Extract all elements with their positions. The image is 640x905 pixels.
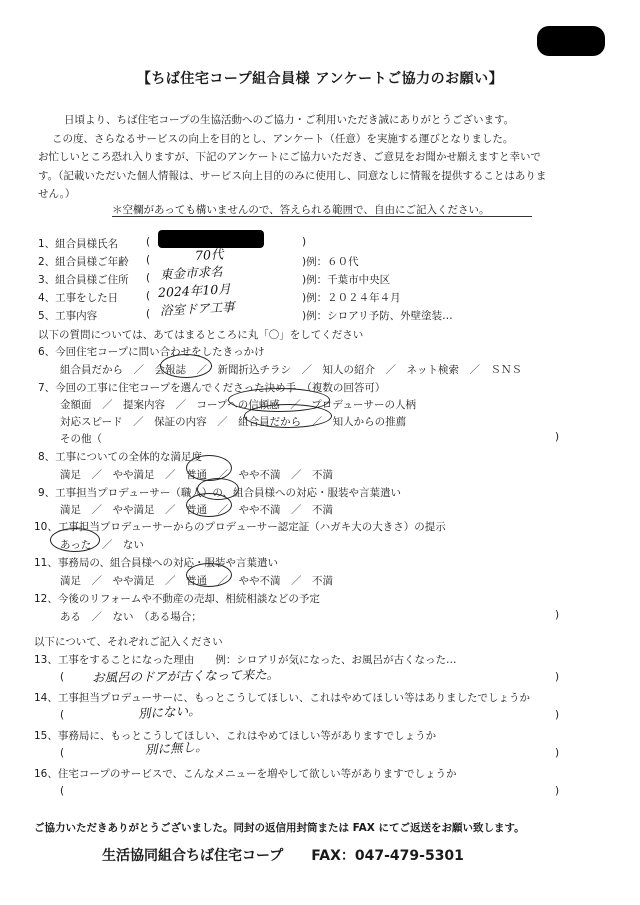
q15-close: ) bbox=[555, 747, 560, 759]
q15-answer: 別に無し。 bbox=[144, 738, 208, 757]
q7-label: 7、今回の工事に住宅コープを選んでくださった決め手 （複数の回答可） bbox=[38, 382, 386, 394]
section1-heading: 以下の質問については、あてはまるところに丸「〇」をしてください bbox=[38, 329, 364, 341]
q7-line2: 対応スピード ／ 保証の内容 ／ 組合員だから ／ 知人からの推薦 bbox=[60, 416, 407, 428]
profile-label-1: 1、組合員様氏名 bbox=[38, 238, 119, 250]
footer-thanks: ご協力いただきありがとうございました。同封の返信用封筒または FAX にてご返送をお願い致します。 bbox=[34, 822, 525, 834]
q14-answer: 別にない。 bbox=[137, 702, 201, 721]
q11-selected-circle bbox=[186, 563, 232, 587]
q12-close: ) bbox=[555, 609, 560, 621]
profile-example-2: )例：６０代 bbox=[302, 256, 359, 268]
q7-selected-circle-member bbox=[244, 404, 332, 428]
page-title: 【ちば住宅コープ組合員様 アンケートご協力のお願い】 bbox=[136, 71, 504, 87]
q13-close: ) bbox=[555, 671, 560, 683]
q6-label: 6、今回住宅コープに問い合わせをしたきっかけ bbox=[38, 346, 265, 358]
profile-answer-3: 東金市求名 bbox=[159, 263, 223, 282]
q11-label: 11、事務局の、組合員様への対応・服装や言葉遣い bbox=[34, 557, 278, 569]
profile-open-4: ( bbox=[146, 290, 151, 302]
q15-open: ( bbox=[60, 747, 65, 759]
q16-open: ( bbox=[60, 785, 65, 797]
q12-label: 12、今後のリフォームや不動産の売却、相続相談などの予定 bbox=[34, 593, 320, 605]
profile-label-5: 5、工事内容 bbox=[38, 310, 98, 322]
q11-options: 満足 ／ やや満足 ／ 普通 ／ やや不満 ／ 不満 bbox=[60, 575, 333, 587]
note: ＊空欄があっても構いませんので、答えられる範囲で、自由にご記入ください。 bbox=[112, 204, 490, 216]
intro-line-3: お忙しいところ恐れ入りますが、下記のアンケートにご協力いただき、ご意見をお聞かせ願えますと幸いで bbox=[38, 151, 541, 163]
profile-example-3: )例：千葉市中央区 bbox=[302, 274, 391, 286]
profile-example-1: ) bbox=[302, 236, 307, 248]
redaction-top-right bbox=[537, 26, 605, 56]
q10-label: 10、工事担当プロデューサーからのプロデューサー認定証（ハガキ大の大きさ）の提示 bbox=[34, 521, 446, 533]
q7-other: その他（ bbox=[60, 433, 102, 445]
profile-answer-5: 浴室ドア工事 bbox=[159, 299, 235, 318]
profile-label-2: 2、組合員様ご年齢 bbox=[38, 256, 129, 268]
q14-open: ( bbox=[60, 709, 65, 721]
q6-selected-circle bbox=[160, 354, 212, 378]
profile-open-1: ( bbox=[146, 236, 151, 248]
intro-line-1: 日頃より、ちば住宅コープの生協活動へのご協力・ご利用いただき誠にありがとうございます。 bbox=[64, 114, 515, 126]
q6-options: 組合員だから ／ 会報誌 ／ 新聞折込チラシ ／ 知人の紹介 ／ ネット検索 ／ ＳＮＳ bbox=[60, 364, 522, 376]
q16-close: ) bbox=[555, 785, 560, 797]
q9-options: 満足 ／ やや満足 ／ 普通 ／ やや不満 ／ 不満 bbox=[60, 504, 333, 516]
intro-line-4: す。（記載いただいた個人情報は、サービス向上目的のみに使用し、同意なしに情報を提供することはありま bbox=[38, 170, 547, 182]
profile-label-4: 4、工事をした日 bbox=[38, 292, 119, 304]
profile-open-5: ( bbox=[146, 308, 151, 320]
q9-selected-circle bbox=[186, 493, 232, 517]
q13-open: ( bbox=[60, 671, 65, 683]
q13-label: 13、工事をすることになった理由 例：シロアリが気になった、お風呂が古くなった… bbox=[34, 654, 457, 666]
q10-selected-circle bbox=[50, 528, 100, 552]
q14-label: 14、工事担当プロデューサーに、もっとこうしてほしい、これはやめてほしい等はありましたでしょうか bbox=[34, 692, 531, 704]
profile-open-3: ( bbox=[146, 272, 151, 284]
q14-close: ) bbox=[555, 709, 560, 721]
profile-answer-4: 2024年10月 bbox=[157, 281, 232, 300]
q7-line1: 金額面 ／ 提案内容 ／ コープへの信頼感 ／ プロデューサーの人柄 bbox=[60, 399, 416, 411]
section2-heading: 以下について、それぞれご記入ください bbox=[34, 636, 223, 648]
q7-other-close: ) bbox=[555, 431, 560, 443]
q9-label: 9、工事担当プロデューサー（職人）の、組合員様への対応・服装や言葉遣い bbox=[38, 487, 401, 499]
note-underline bbox=[112, 216, 532, 217]
q8-label: 8、工事についての全体的な満足度 bbox=[38, 451, 202, 463]
footer-org: 生活協同組合ちば住宅コープ FAX：047-479-5301 bbox=[102, 848, 464, 864]
q8-selected-circle bbox=[186, 455, 232, 481]
intro-line-2: この度、さらなるサービスの向上を目的とし、アンケート（任意）を実施する運びとなりました。 bbox=[52, 133, 514, 145]
q15-label: 15、事務局に、もっとこうしてほしい、これはやめてほしい等がありますでしょうか bbox=[34, 730, 437, 742]
q16-label: 16、住宅コープのサービスで、こんなメニューを増やして欲しい等がありますでしょうか bbox=[34, 768, 457, 780]
q12-options: ある ／ ない （ある場合； bbox=[60, 611, 202, 623]
profile-open-2: ( bbox=[146, 254, 151, 266]
profile-label-3: 3、組合員様ご住所 bbox=[38, 274, 129, 286]
profile-example-5: )例：シロアリ予防、外壁塗装… bbox=[302, 310, 453, 322]
intro-line-5: せん。） bbox=[38, 188, 76, 200]
q10-options: あった ／ ない bbox=[60, 539, 144, 551]
q13-answer: お風呂のドアが古くなって来た。 bbox=[91, 666, 280, 685]
profile-example-4: )例：２０２４年４月 bbox=[302, 292, 401, 304]
q8-options: 満足 ／ やや満足 ／ 普通 ／ やや不満 ／ 不満 bbox=[60, 469, 333, 481]
profile-answer-2: 70代 bbox=[194, 246, 224, 263]
